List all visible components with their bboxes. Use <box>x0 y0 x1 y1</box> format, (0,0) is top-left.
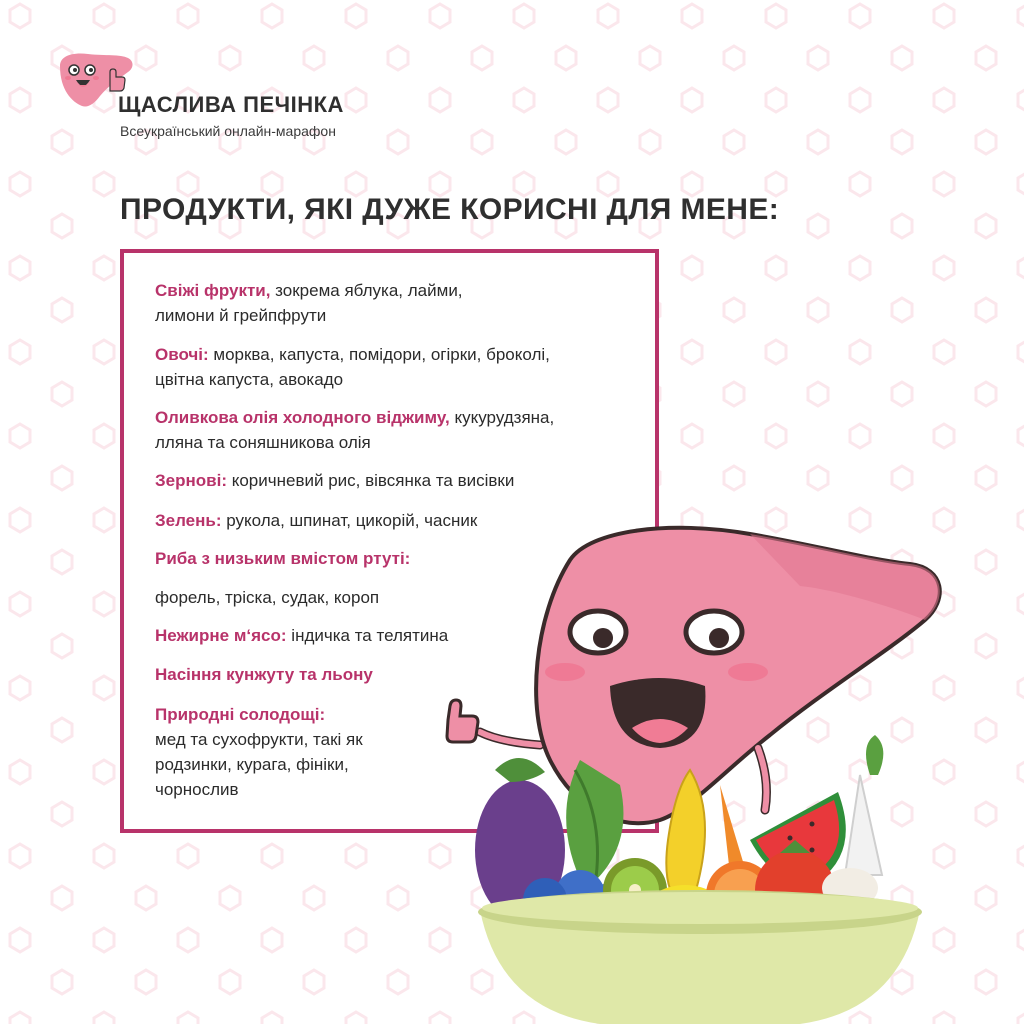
item-label: Зелень: <box>155 511 222 530</box>
list-item-oils <box>155 405 655 455</box>
item-text: коричневий рис, вівсянка та висівки <box>226 471 515 490</box>
item-text-continued: родзинки, курага, фініки, <box>155 755 349 774</box>
item-label: Насіння кунжуту та льону <box>155 665 373 684</box>
list-item-vegetables <box>155 342 655 392</box>
item-text-continued: мед та сухофрукти, такі як <box>155 730 363 749</box>
item-label: Оливкова олія холодного віджиму, <box>155 408 450 427</box>
brand-subtitle: Всеукраїнський онлайн-марафон <box>120 123 336 139</box>
item-text-continued: лляна та соняшникова олія <box>155 433 371 452</box>
item-text-continued: цвітна капуста, авокадо <box>155 370 344 389</box>
item-text-continued: форель, тріска, судак, короп <box>155 588 380 607</box>
item-text: рукола, шпинат, цикорій, часник <box>221 511 478 530</box>
item-label: Овочі: <box>155 345 209 364</box>
item-label: Свіжі фрукти, <box>155 281 271 300</box>
brand-title: ЩАСЛИВА ПЕЧІНКА <box>118 92 344 117</box>
item-label: Зернові: <box>155 471 227 490</box>
page-title: ПРОДУКТИ, ЯКІ ДУЖЕ КОРИСНІ ДЛЯ МЕНЕ: <box>120 193 780 226</box>
item-text: морква, капуста, помідори, огірки, броколі, <box>208 345 550 364</box>
item-text-continued: лимони й грейпфрути <box>155 306 327 325</box>
item-text: кукурудзяна, <box>449 408 555 427</box>
list-item-grains <box>155 468 655 493</box>
item-label: Природні солодощі: <box>155 705 326 724</box>
item-label: Риба з низьким вмістом ртуті: <box>155 549 411 568</box>
liver-with-vegetable-bowl-icon <box>420 520 980 1024</box>
item-text-continued: чорнослив <box>155 780 239 799</box>
item-text: зокрема яблука, лайми, <box>270 281 463 300</box>
list-item-fruits <box>155 278 655 328</box>
item-text: індичка та телятина <box>286 626 449 645</box>
item-label: Нежирне м‘ясо: <box>155 626 287 645</box>
